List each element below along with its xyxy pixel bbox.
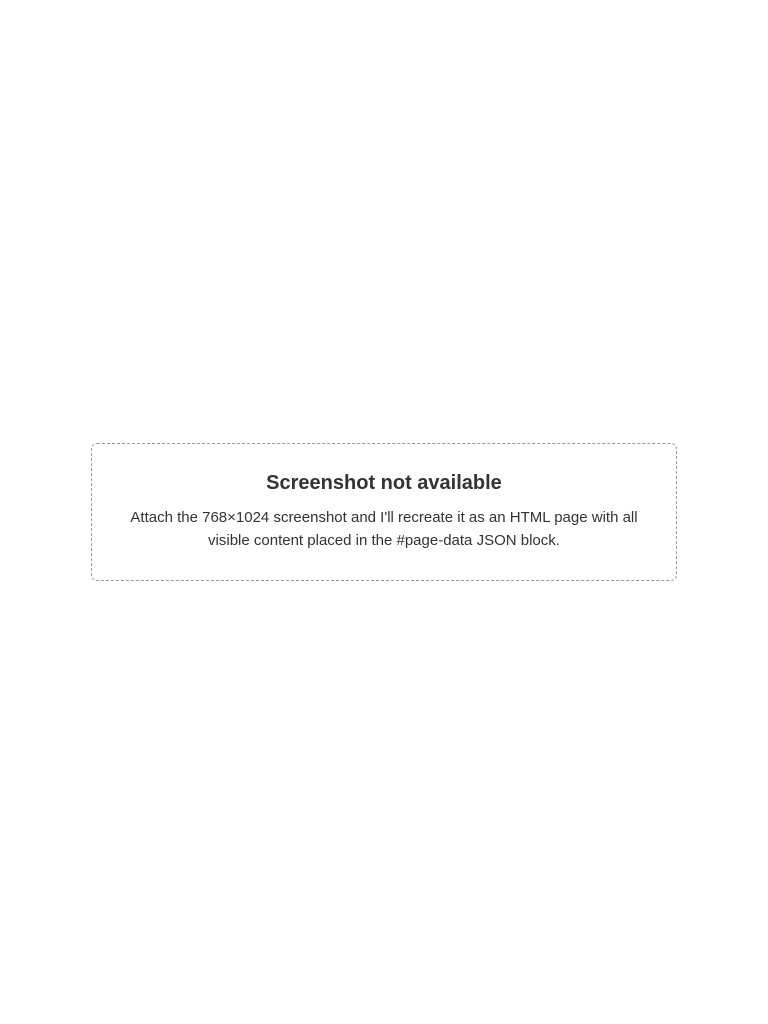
notice-title: Screenshot not available: [266, 472, 502, 494]
notice-body: Attach the 768×1024 screenshot and I'll recreate it as an HTML page with all visible content placed in the #page-data JSON block.: [130, 509, 638, 549]
missing-image-notice: [91, 443, 677, 581]
